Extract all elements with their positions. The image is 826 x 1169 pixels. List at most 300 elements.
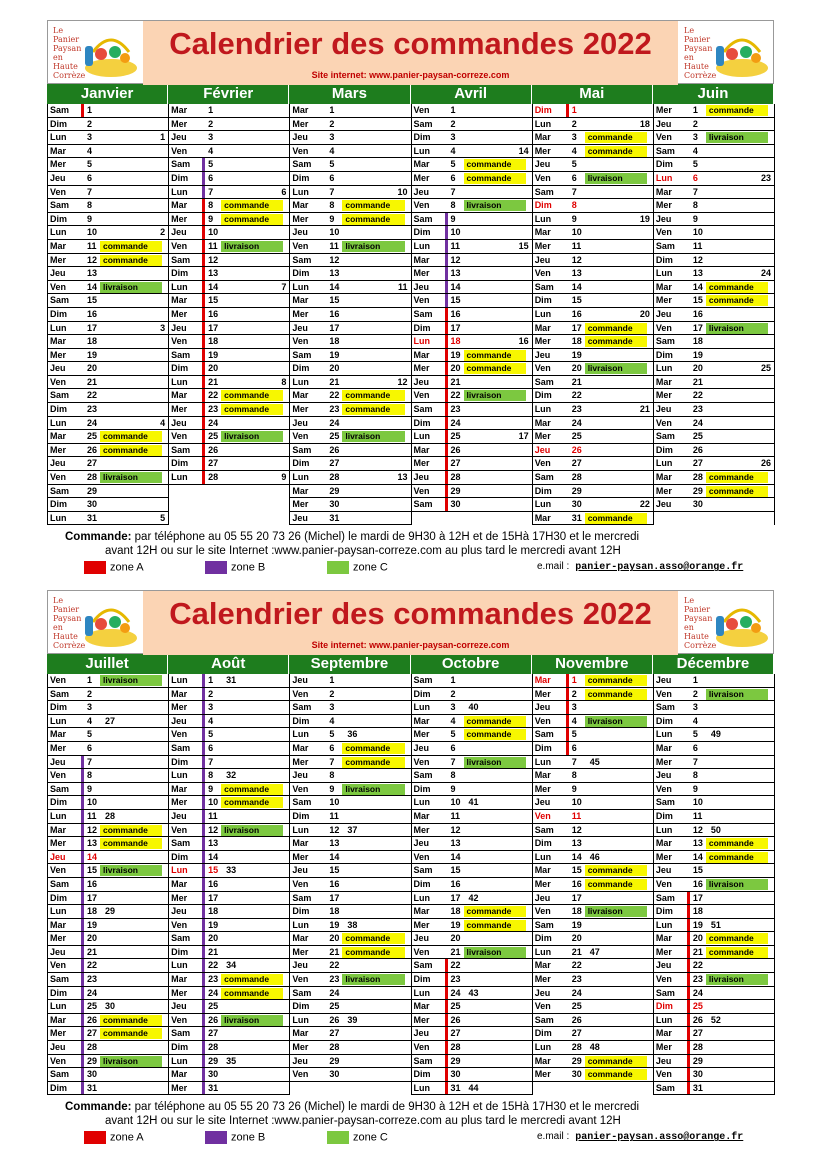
email-line: e.mail : panier-paysan.asso@orange.fr: [537, 561, 744, 574]
weekday-label: Jeu: [655, 308, 672, 319]
day-row: [169, 946, 289, 960]
month-column: [532, 104, 654, 525]
day-row: [48, 158, 168, 172]
weekday-label: Mar: [292, 105, 309, 115]
commande-tag: commande: [221, 784, 283, 795]
day-number: 23: [208, 404, 219, 415]
day-number: 11: [87, 810, 97, 821]
week-number: 5: [160, 512, 166, 523]
weekday-label: Sam: [655, 336, 675, 347]
day-row: [48, 919, 168, 933]
weekday-label: Jeu: [50, 268, 66, 279]
week-number: 10: [397, 186, 408, 197]
day-number: 1: [208, 675, 214, 685]
day-row: [290, 131, 410, 145]
weekday-label: Mer: [655, 1042, 672, 1053]
day-row: [169, 715, 289, 729]
commande-tag: commande: [221, 974, 283, 985]
day-number: 5: [329, 729, 335, 740]
day-row: [533, 796, 653, 810]
week-number: 28: [105, 810, 116, 821]
weekday-label: Ven: [413, 851, 430, 862]
day-number: 6: [87, 742, 93, 753]
day-row: [654, 783, 774, 797]
day-row: [48, 769, 168, 783]
weekday-label: Mer: [171, 1082, 188, 1093]
commande-tag: commande: [585, 323, 647, 334]
month-column: [168, 674, 290, 1095]
day-number: 2: [692, 118, 698, 129]
day-row: [533, 688, 653, 702]
day-number: 22: [87, 390, 98, 401]
day-row: [654, 1082, 774, 1096]
day-row: [654, 973, 774, 987]
weekday-label: Mar: [50, 431, 67, 442]
day-number: 30: [450, 499, 461, 510]
day-number: 5: [571, 159, 577, 170]
day-row: [290, 158, 410, 172]
zone-marker: [202, 322, 205, 335]
day-row: [48, 796, 168, 810]
day-number: 19: [450, 349, 461, 360]
day-number: 26: [571, 1014, 582, 1025]
zone-marker: [202, 335, 205, 348]
weekday-label: Jeu: [171, 1001, 187, 1012]
zone-marker: [202, 769, 205, 782]
weekday-label: Lun: [292, 1014, 309, 1025]
day-number: 28: [571, 472, 582, 483]
week-number: 33: [226, 865, 237, 876]
day-row: [533, 959, 653, 973]
day-row: [533, 728, 653, 742]
zone-marker: [445, 1014, 448, 1027]
day-row: [48, 1068, 168, 1082]
basket-illustration-icon: [710, 594, 770, 650]
weekday-label: Dim: [171, 1042, 189, 1053]
day-number: 11: [692, 810, 703, 821]
day-row: [533, 512, 653, 526]
livraison-tag: livraison: [585, 716, 647, 727]
weekday-label: Ven: [171, 145, 188, 156]
zone-marker: [202, 430, 205, 443]
day-number: 10: [329, 797, 340, 808]
day-number: 17: [450, 322, 461, 333]
day-row: [412, 104, 532, 118]
month-header-row: [47, 84, 774, 104]
day-number: 1: [329, 105, 335, 115]
weekday-label: Mar: [413, 159, 430, 170]
day-row: [169, 1055, 289, 1069]
day-number: 30: [692, 1069, 703, 1080]
day-number: 30: [450, 1069, 461, 1080]
weekday-label: Mer: [171, 404, 188, 415]
day-number: 4: [208, 715, 214, 726]
day-number: 7: [208, 756, 214, 767]
day-row: [412, 457, 532, 471]
day-number: 15: [450, 295, 461, 306]
day-row: [533, 878, 653, 892]
weekday-label: Mer: [292, 308, 309, 319]
weekday-label: Ven: [292, 783, 309, 794]
day-number: 18: [87, 336, 98, 347]
day-row: [48, 118, 168, 132]
weekday-label: Dim: [655, 349, 673, 360]
zone-marker: [202, 471, 205, 484]
day-number: 12: [329, 254, 340, 265]
day-number: 22: [692, 960, 703, 971]
weekday-label: Ven: [534, 458, 551, 469]
day-row: [533, 172, 653, 186]
weekday-label: Jeu: [171, 810, 187, 821]
zone-marker: [202, 959, 205, 972]
weekday-label: Dim: [171, 946, 189, 957]
livraison-tag: livraison: [342, 241, 404, 252]
weekday-label: Dim: [50, 987, 68, 998]
day-number: 27: [450, 458, 461, 469]
day-number: 11: [450, 810, 461, 821]
weekday-label: Sam: [292, 987, 312, 998]
weekday-label: Dim: [534, 105, 552, 115]
weekday-label: Sam: [171, 159, 191, 170]
commande-tag: commande: [706, 105, 768, 116]
weekday-label: Mar: [655, 838, 672, 849]
weekday-label: Jeu: [534, 892, 551, 903]
weekday-label: Mer: [655, 390, 672, 401]
day-number: 24: [87, 987, 98, 998]
day-number: 2: [450, 688, 456, 699]
weekday-label: Lun: [50, 132, 67, 143]
weekday-label: Ven: [655, 878, 672, 889]
day-row: [412, 213, 532, 227]
weekday-label: Ven: [292, 431, 309, 442]
day-row: [412, 674, 532, 688]
day-row: [169, 973, 289, 987]
day-number: 18: [208, 906, 219, 917]
day-row: [290, 457, 410, 471]
day-number: 2: [329, 688, 335, 699]
day-number: 9: [571, 213, 577, 224]
weekday-label: Jeu: [655, 499, 672, 510]
livraison-tag: livraison: [585, 173, 647, 184]
zone-marker: [445, 226, 448, 239]
day-row: [290, 1000, 410, 1014]
day-row: [48, 892, 168, 906]
weekday-label: Lun: [534, 404, 552, 415]
day-row: [290, 905, 410, 919]
weekday-label: Ven: [413, 390, 430, 401]
day-row: [654, 267, 774, 281]
weekday-label: Jeu: [534, 254, 551, 265]
logo-text: Le Panier Paysan en Haute Corrèze: [53, 26, 86, 80]
weekday-label: Dim: [292, 906, 310, 917]
week-number: 31: [226, 675, 237, 685]
day-number: 29: [87, 1055, 98, 1066]
zone-marker: [687, 1000, 690, 1013]
day-number: 16: [571, 878, 582, 889]
weekday-label: Dim: [655, 444, 673, 455]
day-row: [533, 376, 653, 390]
weekday-label: Jeu: [534, 797, 551, 808]
day-number: 18: [450, 906, 461, 917]
weekday-label: Dim: [413, 132, 431, 143]
week-number: 7: [281, 281, 287, 292]
day-number: 26: [87, 444, 98, 455]
weekday-label: Ven: [171, 240, 188, 251]
day-row: [654, 131, 774, 145]
day-number: 20: [329, 363, 340, 374]
day-row: [654, 186, 774, 200]
month-name: Août: [168, 654, 289, 674]
weekday-label: Mar: [655, 186, 672, 197]
day-number: 17: [208, 322, 219, 333]
weekday-label: Sam: [413, 865, 433, 876]
day-row: [169, 932, 289, 946]
zone-marker: [202, 1000, 205, 1013]
day-row: [169, 837, 289, 851]
day-number: 6: [571, 742, 577, 753]
day-number: 12: [208, 824, 219, 835]
day-row: [533, 294, 653, 308]
zone-marker: [687, 946, 690, 959]
day-number: 27: [87, 1028, 98, 1039]
commande-tag: commande: [585, 132, 647, 143]
week-number: 51: [710, 919, 721, 930]
zone-marker: [445, 335, 448, 348]
weekday-label: Mar: [50, 1014, 67, 1025]
day-row: [533, 810, 653, 824]
day-number: 16: [87, 308, 98, 319]
day-row: [290, 322, 410, 336]
calendar-grid: [47, 104, 774, 525]
day-number: 11: [329, 240, 339, 251]
weekday-label: Dim: [413, 688, 431, 699]
weekday-label: Mar: [292, 933, 309, 944]
day-number: 29: [208, 1055, 219, 1066]
day-number: 17: [87, 322, 98, 333]
weekday-label: Jeu: [292, 770, 308, 781]
zone-marker: [445, 308, 448, 321]
month-name: Septembre: [289, 654, 410, 674]
panier-paysan-logo: [682, 594, 770, 652]
weekday-label: Mer: [50, 349, 67, 360]
email-line: e.mail : panier-paysan.asso@orange.fr: [537, 1131, 744, 1144]
day-number: 14: [87, 851, 98, 862]
weekday-label: Sam: [534, 729, 554, 740]
weekday-label: Lun: [50, 715, 67, 726]
day-number: 5: [692, 159, 698, 170]
day-row: [412, 756, 532, 770]
weekday-label: Dim: [413, 783, 431, 794]
day-row: [533, 118, 653, 132]
weekday-label: Dim: [534, 200, 552, 211]
day-number: 30: [692, 499, 703, 510]
day-row: [169, 701, 289, 715]
day-number: 9: [87, 213, 93, 224]
day-number: 6: [450, 742, 456, 753]
day-number: 2: [571, 118, 577, 129]
weekday-label: Sam: [171, 838, 191, 849]
weekday-label: Mar: [50, 919, 67, 930]
day-number: 22: [329, 390, 340, 401]
weekday-label: Mer: [534, 145, 551, 156]
day-number: 25: [329, 431, 340, 442]
weekday-label: Sam: [655, 431, 675, 442]
weekday-label: Jeu: [655, 675, 672, 685]
day-number: 22: [208, 960, 219, 971]
day-row: [412, 864, 532, 878]
commande-tag: commande: [464, 173, 526, 184]
day-row: [290, 362, 410, 376]
day-row: [48, 701, 168, 715]
email-link[interactable]: panier-paysan.asso@orange.fr: [575, 562, 744, 574]
day-number: 25: [208, 1001, 219, 1012]
email-link[interactable]: panier-paysan.asso@orange.fr: [575, 1132, 744, 1144]
day-row: [169, 756, 289, 770]
day-number: 20: [450, 933, 461, 944]
livraison-tag: livraison: [464, 757, 526, 768]
weekday-label: Dim: [50, 797, 68, 808]
day-row: [290, 145, 410, 159]
weekday-label: Ven: [413, 200, 430, 211]
legend-zone-a: zone A: [84, 1131, 144, 1144]
weekday-label: Lun: [655, 268, 673, 279]
day-row: [533, 769, 653, 783]
zone-marker: [202, 810, 205, 823]
day-row: [169, 457, 289, 471]
week-number: 21: [639, 404, 650, 415]
day-row: [533, 199, 653, 213]
commande-tag: commande: [342, 947, 404, 958]
day-row: [533, 864, 653, 878]
day-number: 22: [87, 960, 98, 971]
day-number: 22: [208, 390, 219, 401]
commande-tag: commande: [100, 825, 162, 836]
day-row: [533, 1027, 653, 1041]
day-row: [412, 715, 532, 729]
livraison-tag: livraison: [342, 431, 404, 442]
day-number: 25: [87, 1001, 98, 1012]
day-row: [412, 335, 532, 349]
day-row: [654, 430, 774, 444]
week-number: 38: [347, 919, 358, 930]
weekday-label: Sam: [413, 960, 433, 971]
day-number: 23: [87, 404, 98, 415]
weekday-label: Dim: [655, 715, 673, 726]
zone-marker: [445, 485, 448, 498]
zone-marker: [202, 688, 205, 701]
weekday-label: Mar: [534, 132, 551, 143]
day-number: 16: [450, 308, 461, 319]
day-number: 29: [450, 485, 461, 496]
day-number: 7: [329, 186, 335, 197]
weekday-label: Mer: [413, 824, 430, 835]
weekday-label: Sam: [655, 797, 675, 808]
day-number: 6: [450, 172, 456, 183]
day-row: [48, 756, 168, 770]
month-column: [47, 104, 169, 525]
weekday-label: Ven: [50, 472, 67, 483]
day-number: 12: [87, 254, 98, 265]
weekday-label: Mar: [655, 933, 672, 944]
commande-tag: commande: [342, 933, 404, 944]
day-number: 28: [208, 472, 219, 483]
day-number: 29: [692, 485, 703, 496]
day-row: [169, 199, 289, 213]
day-row: [290, 389, 410, 403]
day-row: [533, 362, 653, 376]
day-row: [169, 1068, 289, 1082]
day-row: [533, 674, 653, 688]
day-row: [654, 1000, 774, 1014]
weekday-label: Mar: [413, 715, 430, 726]
day-row: [169, 417, 289, 431]
livraison-tag: livraison: [706, 323, 768, 334]
day-number: 3: [571, 132, 577, 143]
weekday-label: Jeu: [50, 1042, 66, 1053]
day-row: [169, 281, 289, 295]
header-banner: [47, 590, 774, 654]
weekday-label: Sam: [413, 675, 433, 685]
commande-tag: commande: [342, 200, 404, 211]
commande-tag: commande: [100, 838, 162, 849]
day-number: 13: [450, 268, 461, 279]
day-number: 27: [571, 1028, 582, 1039]
day-row: [533, 919, 653, 933]
weekday-label: Lun: [413, 797, 431, 808]
day-number: 12: [87, 824, 98, 835]
weekday-label: Dim: [534, 933, 552, 944]
day-number: 15: [571, 295, 582, 306]
week-number: 13: [397, 472, 408, 483]
weekday-label: Mer: [171, 797, 188, 808]
commande-tag: commande: [221, 390, 283, 401]
weekday-label: Sam: [171, 742, 191, 753]
day-row: [48, 987, 168, 1001]
weekday-label: Jeu: [171, 227, 187, 238]
day-row: [412, 769, 532, 783]
zone-marker: [81, 756, 84, 769]
day-row: [169, 959, 289, 973]
day-row: [290, 1027, 410, 1041]
day-number: 13: [329, 838, 340, 849]
day-number: 20: [692, 933, 703, 944]
day-row: [290, 1014, 410, 1028]
day-row: [412, 430, 532, 444]
day-row: [654, 796, 774, 810]
calendar-sheet-2: [47, 590, 774, 1153]
footer-line-1: par téléphone au 05 55 20 73 26 (Michel) le mardi de 9H30 à 12H et de 15Hà 17H30 et le mercredi: [131, 1101, 640, 1114]
weekday-label: Mar: [655, 281, 672, 292]
day-row: [290, 118, 410, 132]
zone-marker: [445, 959, 448, 972]
weekday-label: Lun: [534, 756, 552, 767]
weekday-label: Lun: [655, 172, 673, 183]
weekday-label: Jeu: [50, 458, 66, 469]
day-row: [412, 131, 532, 145]
weekday-label: Jeu: [292, 227, 308, 238]
day-number: 8: [450, 770, 456, 781]
weekday-label: Sam: [534, 186, 554, 197]
month-name: Juillet: [47, 654, 168, 674]
day-row: [48, 905, 168, 919]
zone-marker: [202, 403, 205, 416]
commande-tag: commande: [342, 214, 404, 225]
day-row: [290, 810, 410, 824]
weekday-label: Sam: [413, 213, 433, 224]
commande-tag: commande: [706, 933, 768, 944]
weekday-label: Dim: [171, 363, 189, 374]
weekday-label: Dim: [655, 906, 673, 917]
